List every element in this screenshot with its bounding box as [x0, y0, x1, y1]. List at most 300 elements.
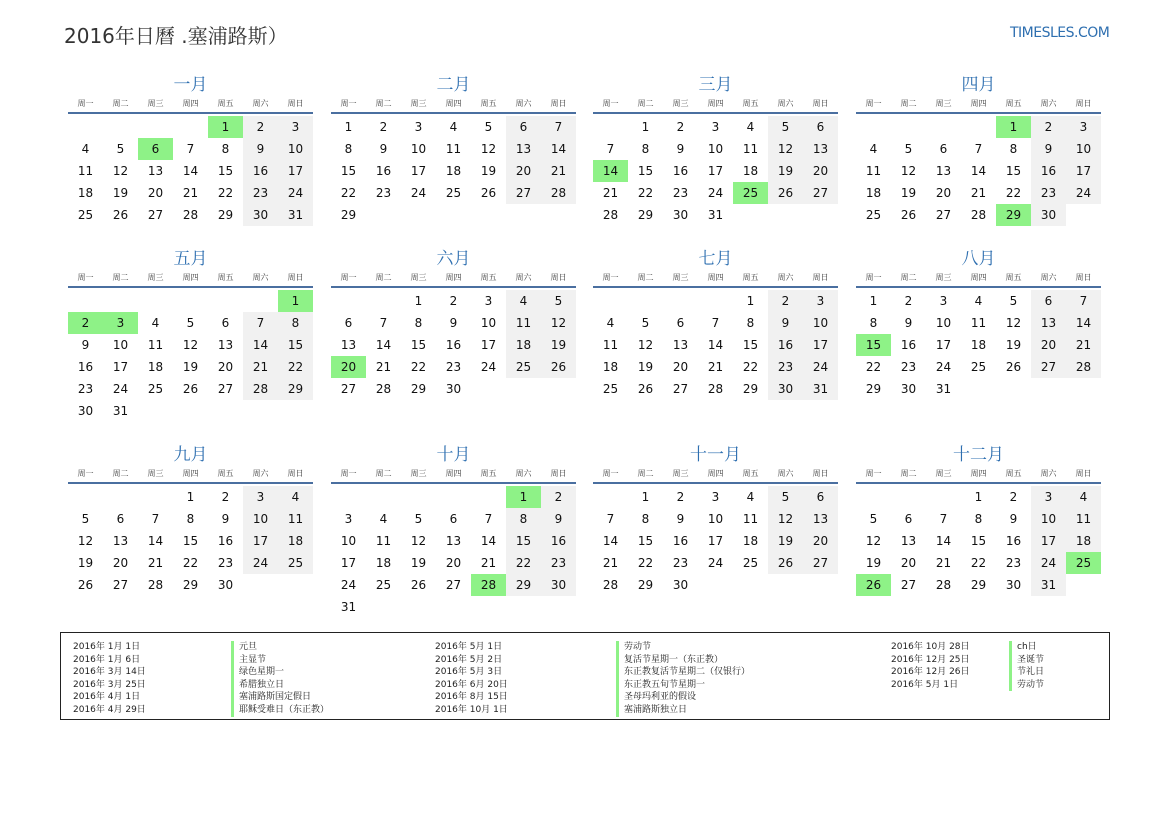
- weekday-label: 周六: [1040, 273, 1057, 282]
- day-cell: 3: [803, 290, 838, 312]
- day-cell: 1: [869, 294, 878, 308]
- day-cell: 31: [803, 378, 838, 400]
- weekday-label: 周五: [480, 273, 497, 282]
- day-cell: 5: [768, 116, 803, 138]
- day-cell: 11: [445, 142, 462, 156]
- month-name: 五月: [173, 249, 208, 269]
- holiday-name: 主显节: [231, 654, 329, 667]
- day-cell: 4: [869, 142, 878, 156]
- day-cell: 5: [869, 512, 878, 526]
- day-cell: 23: [375, 186, 392, 200]
- day-cell: 28: [243, 378, 278, 400]
- day-cell: 27: [803, 552, 838, 574]
- month-name: 十月: [436, 445, 471, 465]
- day-cell: 24: [243, 552, 278, 574]
- day-cell: 4: [974, 294, 983, 308]
- empty-day-cell: [331, 290, 366, 312]
- day-cell: 16: [375, 164, 392, 178]
- day-cell: 15: [340, 164, 357, 178]
- day-cell: 7: [186, 142, 195, 156]
- empty-day-cell: [68, 486, 103, 508]
- weekday-label: 周日: [550, 469, 567, 478]
- day-cell: 30: [672, 578, 689, 592]
- day-cell: 31: [278, 204, 313, 226]
- day-cell: 22: [410, 360, 427, 374]
- holiday-day-cell: 1: [506, 486, 541, 508]
- day-cell: 15: [637, 534, 654, 548]
- day-cell: 8: [1009, 142, 1018, 156]
- day-grid: [68, 116, 313, 226]
- day-cell: 14: [147, 534, 164, 548]
- holiday-day-cell: 29: [996, 204, 1031, 226]
- holiday-name: 圣诞节: [1009, 654, 1044, 667]
- day-cell: 31: [112, 404, 129, 418]
- day-cell: 4: [606, 316, 615, 330]
- day-cell: 11: [742, 512, 759, 526]
- weekday-header: [331, 270, 576, 288]
- day-cell: 12: [900, 164, 917, 178]
- day-cell: 26: [900, 208, 917, 222]
- day-cell: 4: [81, 142, 90, 156]
- day-cell: 18: [1066, 530, 1101, 552]
- day-cell: 20: [803, 530, 838, 552]
- weekday-label: 周四: [970, 99, 987, 108]
- day-cell: 30: [1005, 578, 1022, 592]
- day-cell: 8: [974, 512, 983, 526]
- day-cell: 29: [506, 574, 541, 596]
- day-cell: 31: [935, 382, 952, 396]
- day-grid: [331, 116, 576, 226]
- day-grid: [331, 486, 576, 618]
- weekday-label: 周四: [182, 273, 199, 282]
- holiday-date: 2016年 6月 20日: [435, 679, 508, 690]
- weekday-label: 周四: [970, 469, 987, 478]
- day-cell: 4: [506, 290, 541, 312]
- day-cell: 12: [182, 338, 199, 352]
- weekday-label: 周二: [637, 99, 654, 108]
- day-cell: 15: [182, 534, 199, 548]
- day-cell: 25: [147, 382, 164, 396]
- day-cell: 13: [217, 338, 234, 352]
- empty-day-cell: [593, 116, 628, 138]
- day-cell: 6: [676, 316, 685, 330]
- day-cell: 26: [182, 382, 199, 396]
- holiday-day-cell: 25: [733, 182, 768, 204]
- holiday-date: 2016年 5月 1日: [891, 679, 959, 690]
- weekday-header: [593, 96, 838, 114]
- day-cell: 16: [672, 164, 689, 178]
- day-cell: 7: [379, 316, 388, 330]
- day-cell: 29: [182, 578, 199, 592]
- month-block: [68, 248, 313, 422]
- day-cell: 10: [278, 138, 313, 160]
- day-cell: 24: [1031, 552, 1066, 574]
- day-cell: 27: [803, 182, 838, 204]
- day-cell: 9: [81, 338, 90, 352]
- day-cell: 30: [900, 382, 917, 396]
- day-cell: 27: [506, 182, 541, 204]
- day-cell: 11: [506, 312, 541, 334]
- day-cell: 22: [182, 556, 199, 570]
- day-cell: 29: [217, 208, 234, 222]
- day-cell: 10: [340, 534, 357, 548]
- weekday-label: 周五: [217, 99, 234, 108]
- weekday-label: 周五: [742, 469, 759, 478]
- weekday-label: 周五: [217, 469, 234, 478]
- month-block: [593, 74, 838, 226]
- day-cell: 5: [541, 290, 576, 312]
- weekday-label: 周六: [252, 99, 269, 108]
- day-cell: 7: [1066, 290, 1101, 312]
- weekday-label: 周四: [707, 99, 724, 108]
- holiday-day-cell: 2: [68, 312, 103, 334]
- site-brand-link[interactable]: TIMESLES.COM: [1010, 25, 1110, 41]
- weekday-label: 周四: [970, 273, 987, 282]
- day-cell: 18: [506, 334, 541, 356]
- day-cell: 17: [243, 530, 278, 552]
- holiday-name: 节礼日: [1009, 666, 1044, 679]
- weekday-label: 周六: [777, 469, 794, 478]
- day-cell: 19: [1005, 338, 1022, 352]
- day-cell: 7: [484, 512, 493, 526]
- empty-day-cell: [891, 486, 926, 508]
- day-cell: 24: [707, 556, 724, 570]
- day-cell: 11: [375, 534, 392, 548]
- day-cell: 26: [112, 208, 129, 222]
- weekday-label: 周三: [410, 99, 427, 108]
- weekday-label: 周二: [900, 273, 917, 282]
- day-cell: 26: [410, 578, 427, 592]
- day-cell: 17: [707, 164, 724, 178]
- weekday-label: 周二: [112, 469, 129, 478]
- weekday-label: 周二: [112, 273, 129, 282]
- weekday-label: 周四: [445, 469, 462, 478]
- empty-day-cell: [628, 290, 663, 312]
- day-cell: 28: [602, 208, 619, 222]
- day-cell: 7: [606, 512, 615, 526]
- day-cell: 19: [637, 360, 654, 374]
- weekday-label: 周六: [1040, 99, 1057, 108]
- holiday-name: 劳动节: [1009, 679, 1044, 692]
- day-cell: 6: [449, 512, 458, 526]
- holiday-name: 东正教五旬节星期一: [616, 679, 750, 692]
- weekday-label: 周四: [182, 99, 199, 108]
- day-cell: 16: [1005, 534, 1022, 548]
- day-cell: 22: [340, 186, 357, 200]
- holiday-date: 2016年 4月 1日: [73, 692, 141, 703]
- day-cell: 13: [445, 534, 462, 548]
- day-cell: 21: [602, 556, 619, 570]
- day-cell: 28: [147, 578, 164, 592]
- day-cell: 13: [900, 534, 917, 548]
- holiday-name: 复活节星期一（东正教）: [616, 654, 750, 667]
- holiday-date: 2016年 3月 25日: [73, 679, 146, 690]
- day-cell: 28: [1066, 356, 1101, 378]
- day-cell: 25: [77, 208, 94, 222]
- day-cell: 6: [803, 116, 838, 138]
- day-cell: 16: [541, 530, 576, 552]
- weekday-label: 周日: [287, 273, 304, 282]
- holiday-legend: [60, 632, 1110, 720]
- day-cell: 18: [445, 164, 462, 178]
- holiday-date: 2016年 5月 2日: [435, 654, 503, 665]
- day-cell: 7: [243, 312, 278, 334]
- weekday-header: [68, 270, 313, 288]
- day-cell: 10: [410, 142, 427, 156]
- holiday-name: 圣母玛利亚的假设: [616, 691, 750, 704]
- day-cell: 20: [803, 160, 838, 182]
- day-cell: 25: [278, 552, 313, 574]
- holiday-dates-column: [73, 641, 146, 717]
- day-cell: 16: [768, 334, 803, 356]
- day-cell: 24: [1066, 182, 1101, 204]
- day-cell: 15: [217, 164, 234, 178]
- day-cell: 11: [602, 338, 619, 352]
- weekday-header: [856, 466, 1101, 484]
- weekday-label: 周三: [410, 273, 427, 282]
- day-cell: 15: [742, 338, 759, 352]
- day-cell: 15: [637, 164, 654, 178]
- day-cell: 9: [676, 142, 685, 156]
- day-cell: 19: [768, 530, 803, 552]
- day-cell: 17: [707, 534, 724, 548]
- weekday-label: 周一: [865, 99, 882, 108]
- day-cell: 2: [449, 294, 458, 308]
- day-cell: 15: [506, 530, 541, 552]
- day-cell: 3: [1066, 116, 1101, 138]
- day-cell: 24: [340, 578, 357, 592]
- day-cell: 7: [711, 316, 720, 330]
- weekday-label: 周五: [742, 273, 759, 282]
- day-cell: 20: [672, 360, 689, 374]
- day-cell: 4: [379, 512, 388, 526]
- day-cell: 30: [768, 378, 803, 400]
- empty-day-cell: [698, 290, 733, 312]
- day-cell: 28: [707, 382, 724, 396]
- day-cell: 6: [1031, 290, 1066, 312]
- day-cell: 28: [541, 182, 576, 204]
- day-cell: 10: [707, 512, 724, 526]
- holiday-date: 2016年 12月 26日: [891, 667, 970, 678]
- holiday-day-cell: 25: [1066, 552, 1101, 574]
- empty-day-cell: [138, 486, 173, 508]
- month-name: 六月: [436, 249, 471, 269]
- day-cell: 20: [217, 360, 234, 374]
- day-cell: 2: [676, 490, 685, 504]
- day-cell: 29: [410, 382, 427, 396]
- day-cell: 26: [77, 578, 94, 592]
- day-cell: 30: [217, 578, 234, 592]
- weekday-label: 周五: [1005, 99, 1022, 108]
- day-cell: 24: [935, 360, 952, 374]
- weekday-label: 周二: [900, 99, 917, 108]
- weekday-header: [593, 270, 838, 288]
- day-grid: [68, 290, 313, 422]
- holiday-name: 希腊独立日: [231, 679, 329, 692]
- day-cell: 31: [707, 208, 724, 222]
- day-cell: 18: [742, 534, 759, 548]
- day-cell: 21: [541, 160, 576, 182]
- holiday-names-column: [1009, 641, 1044, 691]
- day-cell: 6: [803, 486, 838, 508]
- day-cell: 14: [602, 534, 619, 548]
- day-cell: 13: [112, 534, 129, 548]
- day-cell: 23: [768, 356, 803, 378]
- weekday-label: 周三: [935, 469, 952, 478]
- day-cell: 20: [147, 186, 164, 200]
- weekday-label: 周日: [550, 273, 567, 282]
- day-cell: 14: [480, 534, 497, 548]
- page-title: 2016年日曆 .塞浦路斯）: [64, 24, 288, 48]
- day-cell: 12: [768, 508, 803, 530]
- day-cell: 4: [151, 316, 160, 330]
- day-cell: 8: [414, 316, 423, 330]
- weekday-header: [68, 466, 313, 484]
- weekday-label: 周二: [375, 469, 392, 478]
- weekday-label: 周六: [777, 273, 794, 282]
- weekday-label: 周五: [480, 99, 497, 108]
- weekday-label: 周四: [707, 273, 724, 282]
- day-cell: 20: [935, 186, 952, 200]
- day-cell: 29: [340, 208, 357, 222]
- weekday-label: 周六: [515, 273, 532, 282]
- day-cell: 6: [506, 116, 541, 138]
- day-cell: 6: [939, 142, 948, 156]
- day-cell: 12: [541, 312, 576, 334]
- day-cell: 18: [865, 186, 882, 200]
- weekday-label: 周六: [777, 99, 794, 108]
- holiday-day-cell: 6: [138, 138, 173, 160]
- day-cell: 4: [278, 486, 313, 508]
- empty-day-cell: [243, 290, 278, 312]
- day-cell: 29: [278, 378, 313, 400]
- day-cell: 30: [77, 404, 94, 418]
- day-cell: 21: [707, 360, 724, 374]
- holiday-dates-column: [435, 641, 508, 717]
- day-cell: 7: [541, 116, 576, 138]
- day-cell: 26: [768, 182, 803, 204]
- empty-day-cell: [331, 486, 366, 508]
- day-cell: 2: [379, 120, 388, 134]
- day-grid: [593, 116, 838, 226]
- weekday-label: 周一: [77, 99, 94, 108]
- day-cell: 22: [865, 360, 882, 374]
- day-cell: 23: [217, 556, 234, 570]
- day-cell: 29: [637, 578, 654, 592]
- day-cell: 11: [147, 338, 164, 352]
- empty-day-cell: [471, 486, 506, 508]
- day-cell: 2: [904, 294, 913, 308]
- day-cell: 30: [445, 382, 462, 396]
- day-cell: 15: [278, 334, 313, 356]
- day-cell: 3: [711, 120, 720, 134]
- day-cell: 13: [1031, 312, 1066, 334]
- month-block: [856, 74, 1101, 226]
- day-cell: 17: [1031, 530, 1066, 552]
- holiday-day-cell: 28: [471, 574, 506, 596]
- day-cell: 8: [506, 508, 541, 530]
- day-cell: 6: [221, 316, 230, 330]
- weekday-header: [856, 96, 1101, 114]
- day-cell: 26: [637, 382, 654, 396]
- day-cell: 3: [278, 116, 313, 138]
- day-cell: 3: [414, 120, 423, 134]
- weekday-label: 周四: [445, 273, 462, 282]
- weekday-label: 周六: [515, 469, 532, 478]
- day-cell: 10: [707, 142, 724, 156]
- holiday-date: 2016年 1月 6日: [73, 654, 141, 665]
- day-cell: 30: [541, 574, 576, 596]
- holiday-day-cell: 1: [208, 116, 243, 138]
- empty-day-cell: [366, 290, 401, 312]
- day-cell: 13: [147, 164, 164, 178]
- day-cell: 12: [77, 534, 94, 548]
- weekday-label: 周一: [77, 469, 94, 478]
- day-cell: 27: [340, 382, 357, 396]
- day-cell: 2: [541, 486, 576, 508]
- day-cell: 8: [344, 142, 353, 156]
- day-cell: 9: [221, 512, 230, 526]
- day-cell: 9: [243, 138, 278, 160]
- day-cell: 13: [803, 138, 838, 160]
- month-name: 七月: [698, 249, 733, 269]
- empty-day-cell: [138, 290, 173, 312]
- day-cell: 24: [112, 382, 129, 396]
- day-cell: 1: [414, 294, 423, 308]
- month-name: 四月: [961, 75, 996, 95]
- empty-day-cell: [856, 116, 891, 138]
- day-cell: 23: [445, 360, 462, 374]
- weekday-label: 周六: [515, 99, 532, 108]
- day-cell: 16: [243, 160, 278, 182]
- day-cell: 16: [445, 338, 462, 352]
- day-cell: 22: [742, 360, 759, 374]
- day-cell: 4: [746, 490, 755, 504]
- day-cell: 21: [480, 556, 497, 570]
- holiday-name: 劳动节: [616, 641, 750, 654]
- day-cell: 26: [1005, 360, 1022, 374]
- day-cell: 19: [410, 556, 427, 570]
- day-cell: 27: [445, 578, 462, 592]
- empty-day-cell: [436, 486, 471, 508]
- day-cell: 18: [375, 556, 392, 570]
- empty-day-cell: [856, 486, 891, 508]
- day-cell: 3: [484, 294, 493, 308]
- day-cell: 2: [768, 290, 803, 312]
- day-cell: 22: [217, 186, 234, 200]
- empty-day-cell: [401, 486, 436, 508]
- day-cell: 1: [641, 490, 650, 504]
- day-cell: 28: [970, 208, 987, 222]
- day-cell: 17: [278, 160, 313, 182]
- day-cell: 17: [1066, 160, 1101, 182]
- weekday-label: 周三: [147, 469, 164, 478]
- day-cell: 8: [746, 316, 755, 330]
- day-cell: 22: [970, 556, 987, 570]
- day-cell: 16: [900, 338, 917, 352]
- weekday-label: 周三: [935, 273, 952, 282]
- weekday-label: 周三: [672, 273, 689, 282]
- day-cell: 14: [182, 164, 199, 178]
- day-cell: 14: [935, 534, 952, 548]
- day-cell: 21: [602, 186, 619, 200]
- weekday-label: 周一: [865, 469, 882, 478]
- day-cell: 1: [641, 120, 650, 134]
- day-cell: 16: [1031, 160, 1066, 182]
- holiday-date: 2016年 3月 14日: [73, 667, 146, 678]
- day-cell: 8: [278, 312, 313, 334]
- empty-day-cell: [173, 116, 208, 138]
